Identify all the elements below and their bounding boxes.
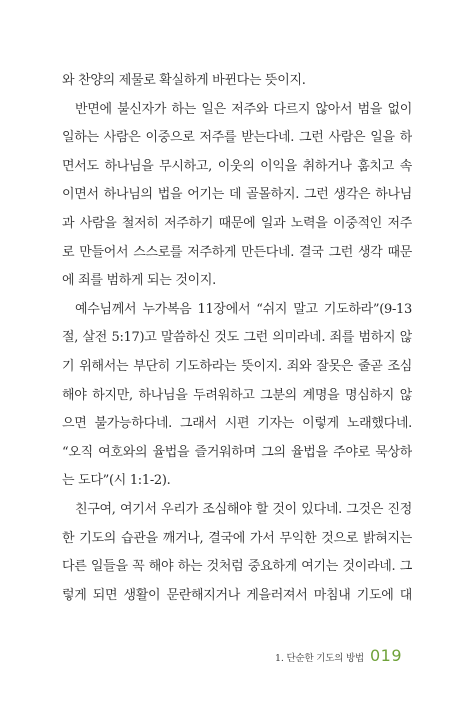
text-line: 으면 불가능하다네. 그래서 시편 기자는 이렇게 노래했다네. — [62, 416, 412, 432]
page-number: 019 — [369, 646, 402, 665]
text-line: 일하는 사람은 이중으로 저주를 받는다네. 그런 사람은 일을 하 — [62, 130, 412, 146]
text-line: 와 찬양의 제물로 확실하게 바뀐다는 뜻이지. — [62, 73, 306, 88]
text-line: 에 죄를 범하게 되는 것이지. — [62, 273, 216, 289]
body-text — [62, 67, 412, 610]
running-title: 1. 단순한 기도의 방법 — [275, 653, 364, 664]
text-line: 는 도다”(시 1:1-2). — [62, 473, 171, 489]
text-line: 기 위해서는 부단히 기도하라는 뜻이지. 죄와 잘못은 줄곧 조심 — [62, 358, 412, 374]
text-line: 반면에 불신자가 하는 일은 저주와 다르지 않아서 범을 없이 — [75, 101, 412, 117]
text-line: 예수님께서 누가복음 11장에서 “쉬지 말고 기도하라”(9-13 — [75, 301, 412, 317]
text-line: 로 만들어서 스스로를 저주하게 만든다네. 결국 그런 생각 때문 — [62, 244, 412, 260]
page-footer — [275, 646, 402, 665]
text-line: 이면서 하나님의 법을 어기는 데 골몰하지. 그런 생각은 하나님 — [62, 187, 412, 203]
text-line: 한 기도의 습관을 깨거나, 결국에 가서 무익한 것으로 밝혀지는 — [62, 530, 412, 546]
text-line: 과 사람을 철저히 저주하기 때문에 일과 노력을 이중적인 저주 — [62, 215, 412, 231]
text-line: 다른 일들을 꼭 해야 하는 것처럼 중요하게 여기는 것이라네. 그 — [62, 559, 412, 575]
text-line: 렇게 되면 생활이 문란해지거나 게을러져서 마침내 기도에 대 — [62, 587, 412, 603]
text-line: 해야 하지만, 하나님을 두려워하고 그분의 계명을 명심하지 않 — [62, 387, 412, 403]
text-line: 면서도 하나님을 무시하고, 이웃의 이익을 취하거나 훔치고 속 — [62, 158, 412, 174]
text-line: “오직 여호와의 율법을 즐거워하며 그의 율법을 주야로 묵상하 — [62, 444, 412, 460]
text-line: 절, 살전 5:17)고 말씀하신 것도 그런 의미라네. 죄를 범하지 않 — [62, 330, 412, 346]
text-line: 친구여, 여기서 우리가 조심해야 할 것이 있다네. 그것은 진정 — [75, 501, 412, 517]
